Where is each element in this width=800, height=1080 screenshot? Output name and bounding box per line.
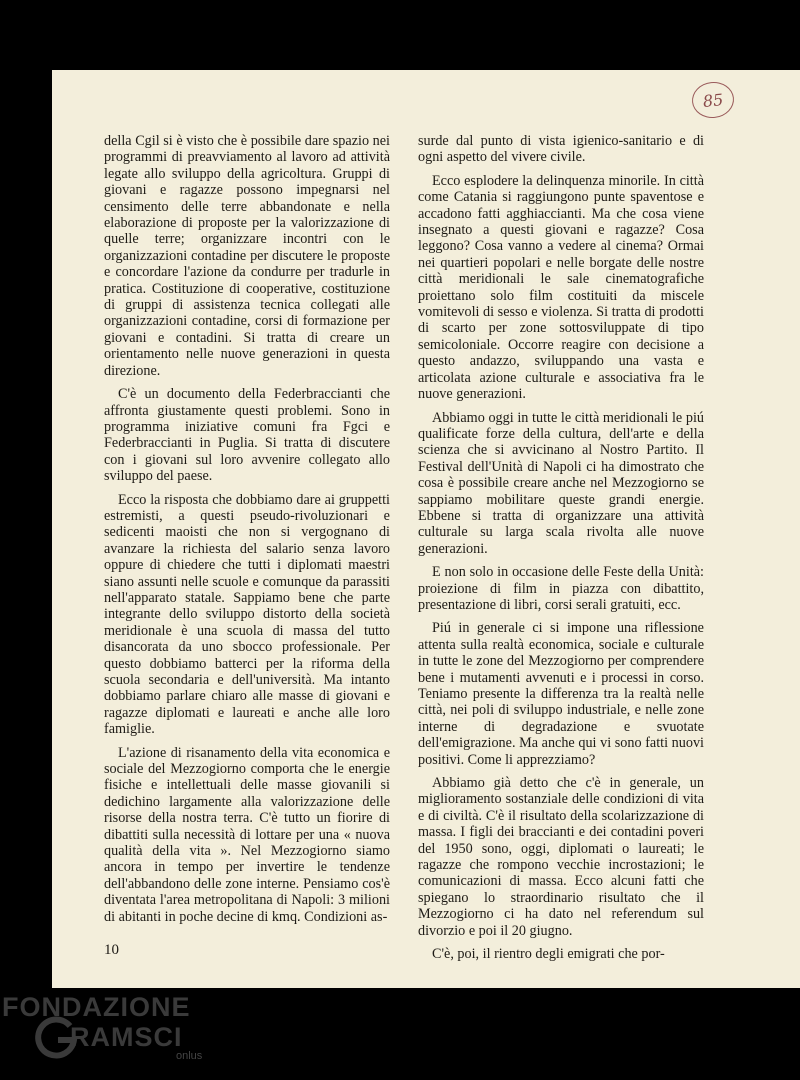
watermark-line2: RAMSCI [70, 1022, 183, 1052]
paragraph: della Cgil si è visto che è possibile dare spazio nei programmi di preavviamento al lavoro ad attività legate allo sviluppo della agricoltura. Gruppi di giovani e ragazze possono impegnarsi nel censimento delle terre abbandonate e nella elaborazione di proposte per la valorizzazione di quelle terre; organizzare incontri con le organizzazioni contadine per discutere le proposte e concordare l'azione da condurre per tradurle in pratica. Costituzione di cooperative, costituzione di gruppi di assistenza tecnica collegati alle organizzazioni contadine, corsi di formazione per giovani e contadini. Si tratta di creare un orientamento nelle nuove generazioni in questa direzione. [104, 133, 390, 379]
paragraph: Ecco la risposta che dobbiamo dare ai gruppetti estremisti, a questi pseudo-rivoluzionari e sedicenti maoisti che non si vergognano di avanzare la richiesta del salario senza lavoro oppure di chiedere che tutti i diplomati maestri siano assunti nelle scuole e comunque da parassiti nell'apparato statale. Sappiamo bene che parte integrante dello sviluppo distorto della società meridionale è una scuola di massa del tutto disancorata da uno sbocco professionale. Per questo dobbiamo batterci per la riforma della scuola secondaria e dell'università. Ma intanto dobbiamo parlare chiaro alle masse di giovani e ragazze diplomati e laureati e anche alle loro famiglie. [104, 491, 390, 738]
paragraph: surde dal punto di vista igienico-sanitario e di ogni aspetto del vivere civile. [418, 133, 704, 166]
text-column-left [104, 133, 390, 932]
paragraph: C'è, poi, il rientro degli emigrati che por- [432, 946, 665, 963]
paragraph: Abbiamo già detto che c'è in generale, un miglioramento sostanziale delle condizioni di vita e di civiltà. C'è il risultato della scolarizzazione di massa. I figli dei braccianti e dei contadini poveri del 1950 sono, oggi, diplomati o laureati; le ragazze che rompono vecchie incrostazioni; le comunicazioni di massa. Ecco alcuni fatti che spiegano lo straordinario risultato che il Mezzogiorno ci ha dato nel referendum sul divorzio e poi il 20 giugno. [418, 775, 704, 939]
paragraph: Piú in generale ci si impone una riflessione attenta sulla realtà economica, sociale e culturale in tutte le zone del Mezzogiorno per comprendere bene i mutamenti avvenuti e i processi in corso. Teniamo presente la differenza tra la realtà nelle città, nei poli di sviluppo industriale, e nelle zone interne di degradazione e svuotate dell'emigrazione. Ma anche qui vi sono fatti nuovi positivi. Come li apprezziamo? [418, 620, 704, 768]
text-column-right [418, 133, 704, 970]
paragraph: Abbiamo oggi in tutte le città meridionali le piú qualificate forze della cultura, dell'arte e della scienza che si avvicinano al Nostro Partito. Il Festival dell'Unità di Napoli ci ha dimostrato che cosa è possibile creare anche nel Mezzogiorno se sappiamo mobilitare queste grandi energie. Ebbene si tratta di organizzare una attività culturale su larga scala rivolta alle nuove generazioni. [418, 409, 704, 557]
page-number: 10 [104, 942, 119, 958]
watermark-sub: onlus [176, 1050, 203, 1062]
paragraph: L'azione di risanamento della vita economica e sociale del Mezzogiorno comporta che le energie fisiche e intellettuali delle masse giovanili si dedichino largamente alla valorizzazione delle risorse della nostra terra. C'è tutto un fiorire di dibattiti sulla necessità di lottare per una « nuova qualità della vita ». Nel Mezzogiorno siamo ancora in tempo per invertire le tendenze dell'abbandono delle zone interne. Pensiamo cos'è diventata l'area metropolitana di Napoli: 3 milioni di abitanti in poche decine di kmq. Condizioni as- [104, 744, 390, 925]
paragraph: Ecco esplodere la delinquenza minorile. In città come Catania si raggiungono punte spaventose e accadono fatti agghiaccianti. Ma che cosa viene insegnato a questi giovani e ragazze? Cosa leggono? Cosa vanno a vedere al cinema? Ormai nei quartieri popolari e nelle borgate delle nostre città meridionali le sale cinematografiche proiettano solo film costituiti da miscele vomitevoli di sesso e violenza. Si tratta di prodotti di scarto per zone sottosviluppate di tipo semicoloniale. Occorre reagire con decisione a questo andazzo, sviluppando una vasta e articolata azione culturale e associativa fra le nuove generazioni. [418, 172, 704, 403]
watermark-line1: FONDAZIONE [2, 992, 191, 1022]
fondazione-gramsci-watermark [0, 992, 220, 1072]
archive-stamp-number: 85 [690, 80, 736, 120]
paragraph: C'è un documento della Federbraccianti che affronta giustamente questi problemi. Sono in programma iniziative comuni fra Fgci e Federbraccianti in Puglia. Si tratta di discutere con i giovani sul loro avvenire collegato allo sviluppo del paese. [104, 386, 390, 485]
paragraph: E non solo in occasione delle Feste della Unità: proiezione di film in piazza con dibattito, presentazione di libri, corsi serali gratuiti, ecc. [418, 564, 704, 613]
